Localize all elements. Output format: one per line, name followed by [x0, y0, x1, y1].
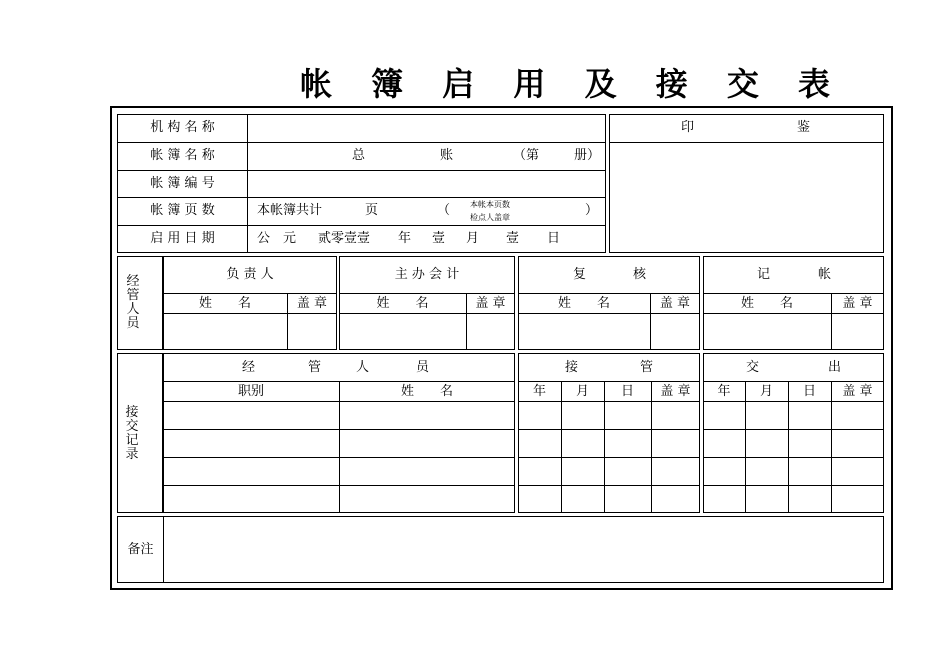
- pages-prefix: 本帐簿共计: [257, 203, 323, 218]
- volume-close: 册）: [574, 148, 601, 163]
- bookkeeper-seal-label: 盖 章: [842, 296, 873, 311]
- row-line: [117, 170, 606, 171]
- deliver-month-label: 月: [759, 384, 773, 399]
- row-line: [117, 225, 606, 226]
- row-line: [518, 485, 700, 486]
- book-name-value: 总: [352, 148, 366, 163]
- row-line: [163, 293, 337, 294]
- receive-box: [518, 353, 700, 513]
- deliver-seal-label: 盖 章: [842, 384, 873, 399]
- row-line: [518, 381, 700, 382]
- row-line: [703, 293, 884, 294]
- row-line: [703, 457, 884, 458]
- row-line: [703, 485, 884, 486]
- org-name-label: 机 构 名 称: [150, 120, 215, 135]
- col-line: [561, 381, 562, 513]
- book-pages-label: 帐 簿 页 数: [150, 203, 215, 218]
- day-label: 日: [547, 231, 561, 246]
- staff-header-1: 经: [242, 360, 256, 375]
- row-line: [339, 313, 515, 314]
- deliver-year-label: 年: [717, 384, 731, 399]
- reviewer-seal-label: 盖 章: [659, 296, 691, 311]
- row-line: [518, 457, 700, 458]
- book-number-label: 帐 簿 编 号: [150, 176, 215, 191]
- row-line: [703, 401, 884, 402]
- col-line: [604, 381, 605, 513]
- info-divider: [247, 114, 248, 253]
- deliver-box: [703, 353, 884, 513]
- reviewer-title-right: 核: [633, 267, 647, 282]
- row-line: [117, 142, 606, 143]
- pages-paren-close: ）: [585, 203, 599, 218]
- receive-seal-label: 盖 章: [660, 384, 691, 399]
- row-line: [518, 293, 700, 294]
- accountant-seal-label: 盖 章: [475, 296, 506, 311]
- date-month-value: 壹: [432, 231, 446, 246]
- date-year-value: 贰零壹壹: [318, 231, 371, 246]
- bookkeeper-title-left: 记: [757, 267, 771, 282]
- staff-name-label: 姓 名: [400, 384, 453, 399]
- reviewer-name-label: 姓 名: [557, 296, 610, 311]
- col-line: [788, 381, 789, 513]
- row-line: [518, 401, 700, 402]
- accountant-name-label: 姓 名: [376, 296, 429, 311]
- pages-note-line2: 检点人盖章: [470, 213, 510, 222]
- date-era: 公 元: [257, 231, 297, 246]
- col-line: [745, 381, 746, 513]
- row-line: [703, 381, 884, 382]
- seal-label-left: 印: [681, 120, 695, 135]
- handover-side-label: 接交记录: [125, 405, 139, 462]
- start-date-label: 启 用 日 期: [150, 231, 215, 246]
- pages-unit: 页: [365, 203, 379, 218]
- col-line: [339, 381, 340, 513]
- receive-year-label: 年: [532, 384, 546, 399]
- row-line: [518, 429, 700, 430]
- col-line: [651, 381, 652, 513]
- col-line: [831, 381, 832, 513]
- chief-name-label: 姓 名: [198, 296, 251, 311]
- position-label: 职别: [237, 384, 264, 399]
- book-name-value-2: 账: [440, 148, 454, 163]
- pages-paren-open: （: [437, 203, 451, 218]
- staff-header-3: 人: [356, 360, 370, 375]
- bookkeeper-name-label: 姓 名: [740, 296, 793, 311]
- seal-header-line: [609, 142, 884, 143]
- row-line: [703, 429, 884, 430]
- staff-header-2: 管: [308, 360, 322, 375]
- row-line: [703, 313, 884, 314]
- book-name-label: 帐 簿 名 称: [150, 148, 215, 163]
- deliver-title-right: 出: [828, 360, 842, 375]
- row-line: [518, 313, 700, 314]
- remarks-label: 备注: [127, 542, 154, 557]
- managers-side-label: 经管人员: [126, 274, 140, 331]
- date-day-value: 壹: [506, 231, 520, 246]
- deliver-day-label: 日: [802, 384, 816, 399]
- receive-day-label: 日: [620, 384, 634, 399]
- remarks-content[interactable]: [164, 517, 883, 582]
- volume-open: （第: [513, 148, 540, 163]
- year-label: 年: [398, 231, 412, 246]
- receive-title-right: 管: [640, 360, 654, 375]
- accountant-title: 主 办 会 计: [394, 267, 460, 282]
- page-title: 帐 簿 启 用 及 接 交 表: [300, 65, 844, 103]
- row-line: [163, 313, 337, 314]
- row-line: [117, 197, 606, 198]
- receive-title-left: 接: [565, 360, 579, 375]
- seal-label-right: 鉴: [797, 120, 811, 135]
- bookkeeper-title-right: 帐: [818, 267, 832, 282]
- reviewer-title-left: 复: [573, 267, 587, 282]
- month-label: 月: [466, 231, 480, 246]
- row-line: [339, 293, 515, 294]
- deliver-title-left: 交: [746, 360, 760, 375]
- chief-title: 负 责 人: [226, 267, 274, 282]
- staff-header-4: 员: [416, 360, 430, 375]
- receive-month-label: 月: [575, 384, 589, 399]
- chief-seal-label: 盖 章: [296, 296, 328, 311]
- seal-box: [609, 114, 884, 253]
- pages-note-line1: 本帐本页数: [470, 200, 510, 209]
